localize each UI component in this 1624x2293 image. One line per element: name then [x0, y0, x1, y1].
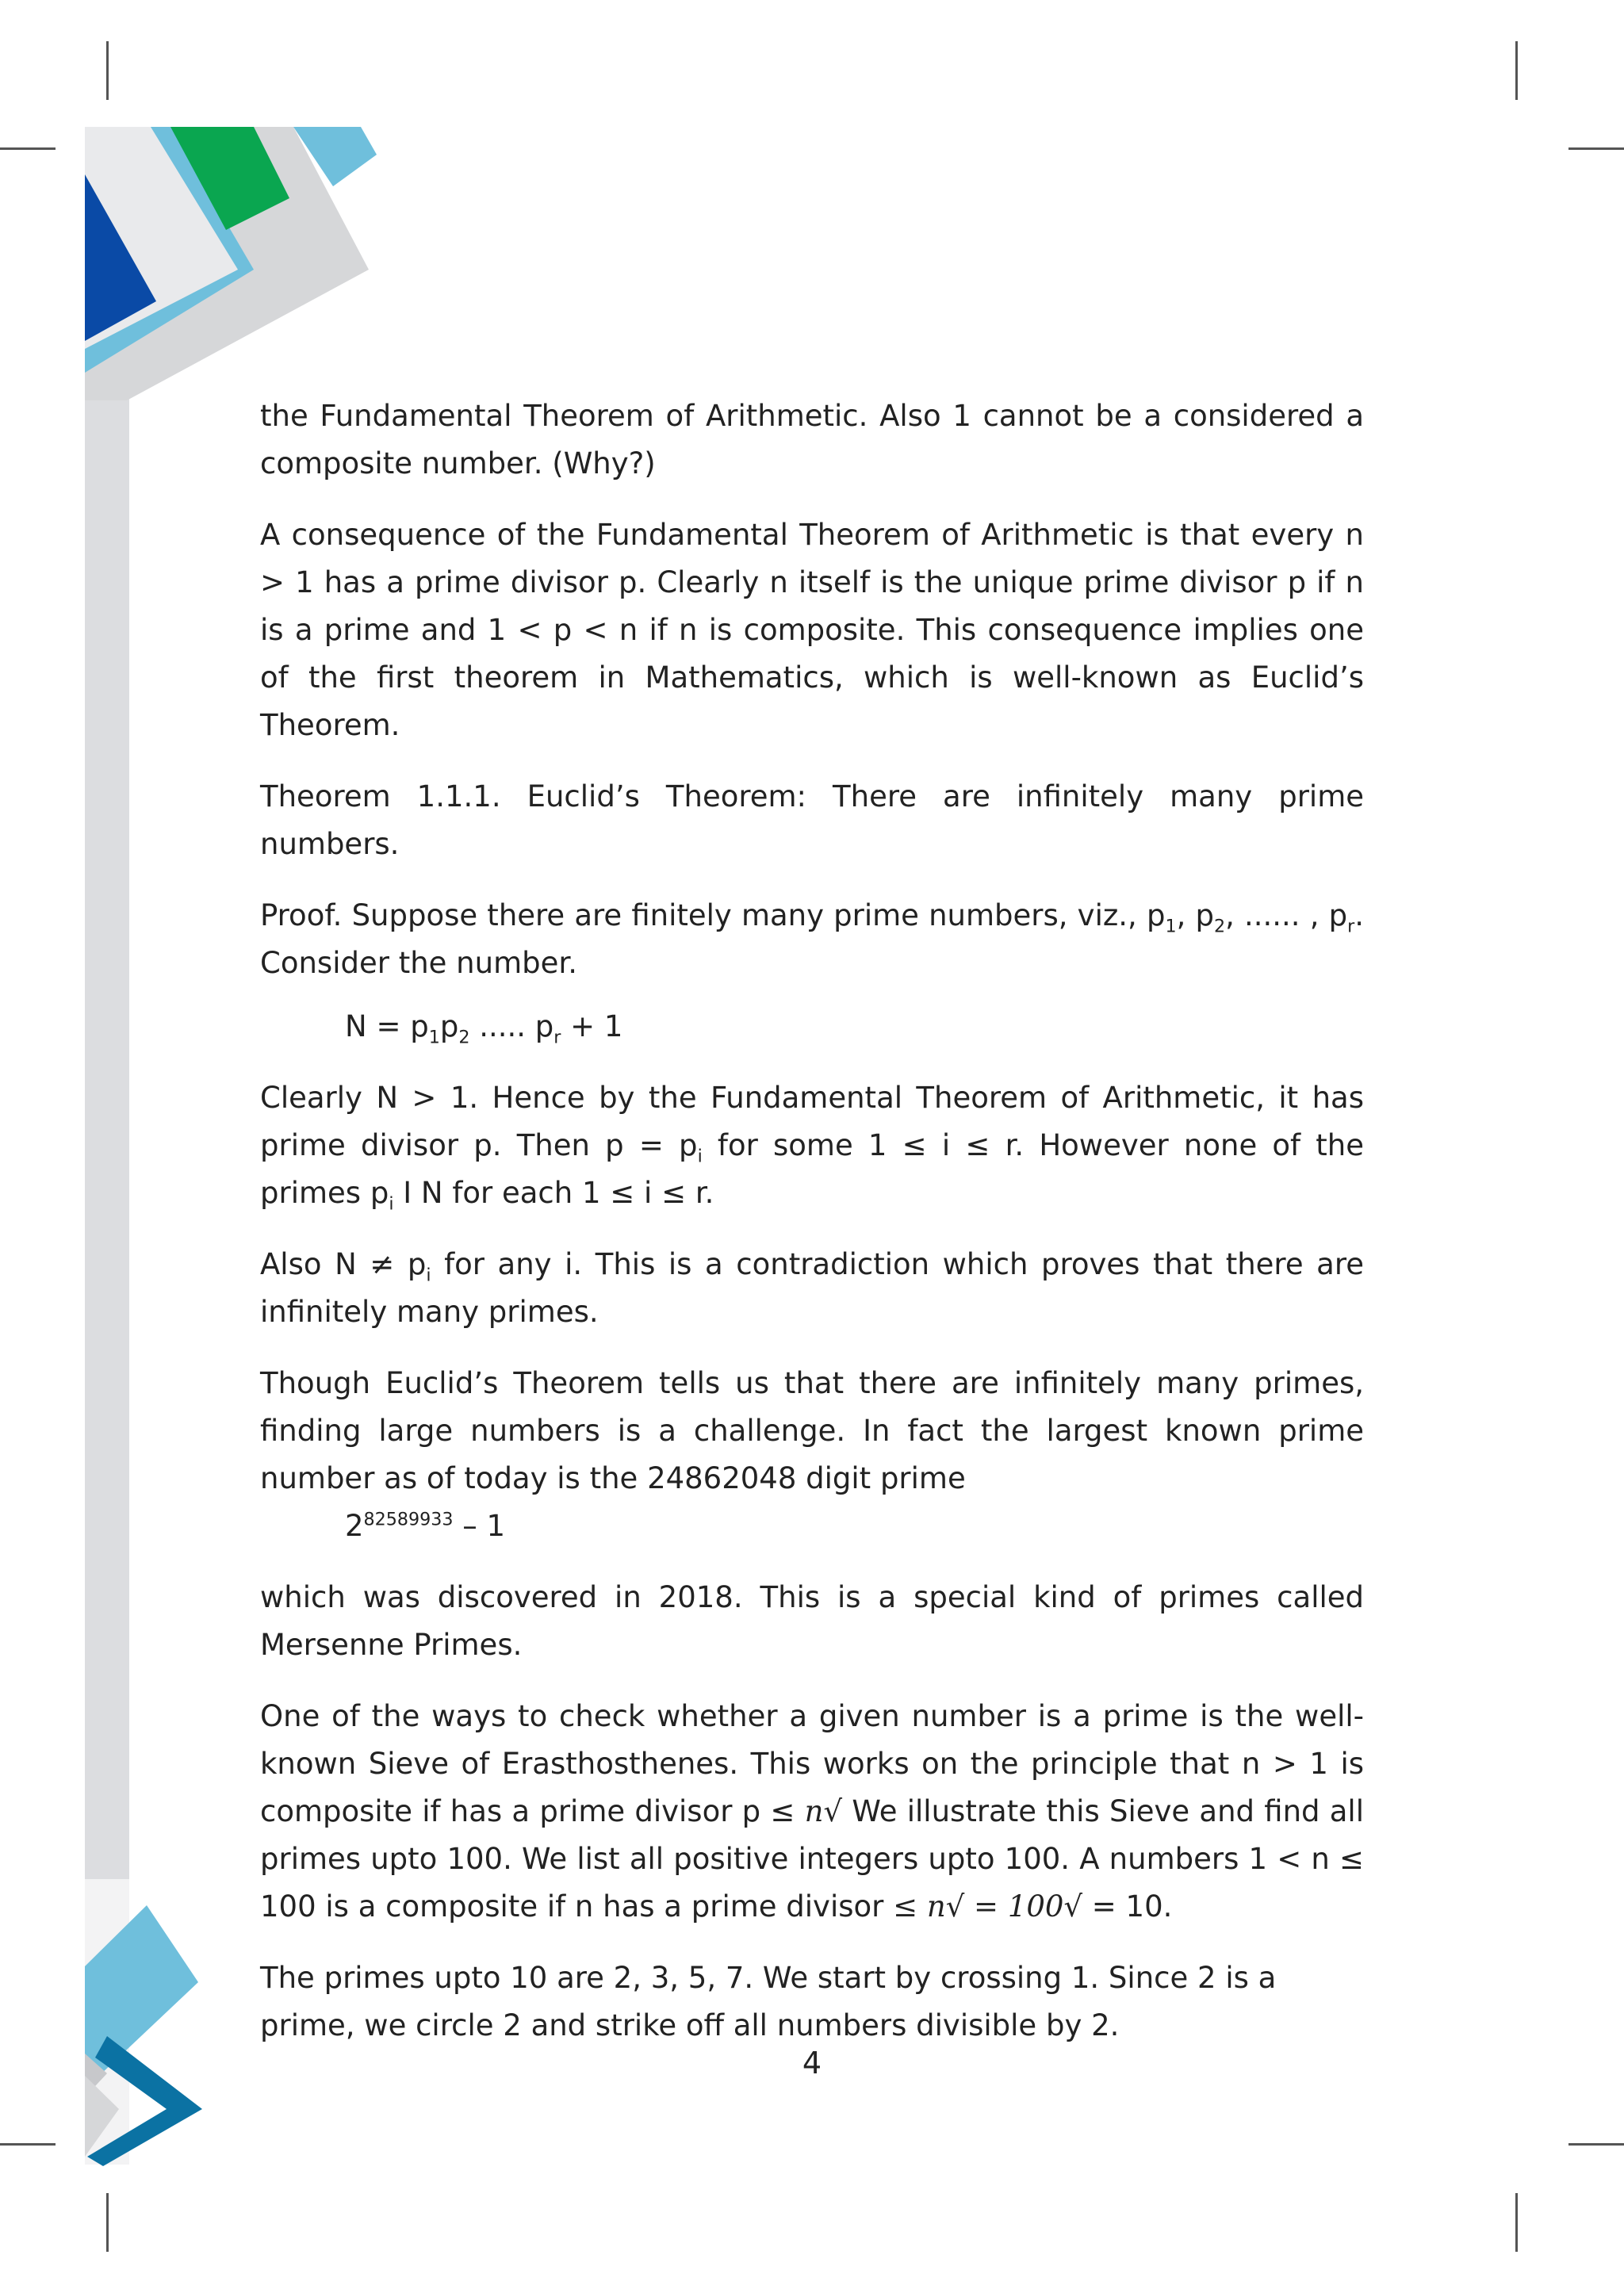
paragraph-1: the Fundamental Theorem of Arithmetic. Also 1 cannot be a considered a composite number. (Why?) [260, 399, 1364, 480]
equation-n: $N = p_1p_2$ ..... $p_r + 1$ [345, 1009, 623, 1048]
paragraph-primes-upto-10: The primes upto 10 are 2, 3, 5, 7. We start by crossing 1. Since 2 is a prime, we circle 2 and strike off all numbers divisible by 2. [260, 1961, 1277, 2042]
paragraph-sieve: One of the ways to check whether a given number is a prime is the well-known Sieve of Erasthosthenes. This works on the principle that n > 1 is composite if has a prime divisor p ≤ n√ We illustrate this Sieve and find all primes upto 100. We list all positive integers upto 100. A numbers 1 < n ≤ 100 is a composite if n has a prime divisor ≤ n√ = 100√ = 10. [260, 1699, 1364, 1924]
paragraph-also: Also $N \ne p_i$ for any i. This is a contradiction which proves that there are infinitely many primes. [260, 1247, 1364, 1329]
paragraph-clearly: Clearly N > 1. Hence by the Fundamental Theorem of Arithmetic, it has prime divisor p. Then $p = p_i$ for some 1 ≤ i ≤ r. However none of the primes $p_i$ I N for each 1 ≤ i ≤ r. [260, 1081, 1364, 1215]
equation-mersenne: $2^{82589933} - 1$ [345, 1509, 506, 1543]
paragraph-mersenne: which was discovered in 2018. This is a special kind of primes called Mersenne Primes. [260, 1580, 1364, 1662]
crop-mark-bottom-right-vertical [1515, 2193, 1518, 2252]
theorem-statement: Theorem 1.1.1. Euclid’s Theorem: There are infinitely many prime numbers. [260, 779, 1364, 861]
proof-paragraph: Proof. Suppose there are finitely many prime numbers, viz., $p_1$, $p_2$, ...... , $p_r$. Consider the number. [260, 898, 1364, 980]
crop-mark-top-right-horizontal [1568, 147, 1624, 150]
main-text [260, 392, 1364, 2073]
paragraph-euclid-challenge: Though Euclid’s Theorem tells us that there are infinitely many primes, finding large numbers is a challenge. In fact the largest known prime number as of today is the 24862048 digit prime [260, 1366, 1364, 1495]
paragraph-2: A consequence of the Fundamental Theorem of Arithmetic is that every n > 1 has a prime divisor p. Clearly n itself is the unique prime divisor p if n is a prime and 1 < p < n if n is composite. This consequence implies one of the first theorem in Mathematics, which is well-known as Euclid’s Theorem. [260, 518, 1364, 742]
crop-mark-bottom-right-horizontal [1568, 2143, 1624, 2146]
page-number: 4 [802, 2046, 822, 2081]
corner-decoration-bottom [0, 0, 238, 2293]
crop-mark-top-right-vertical [1515, 41, 1518, 100]
